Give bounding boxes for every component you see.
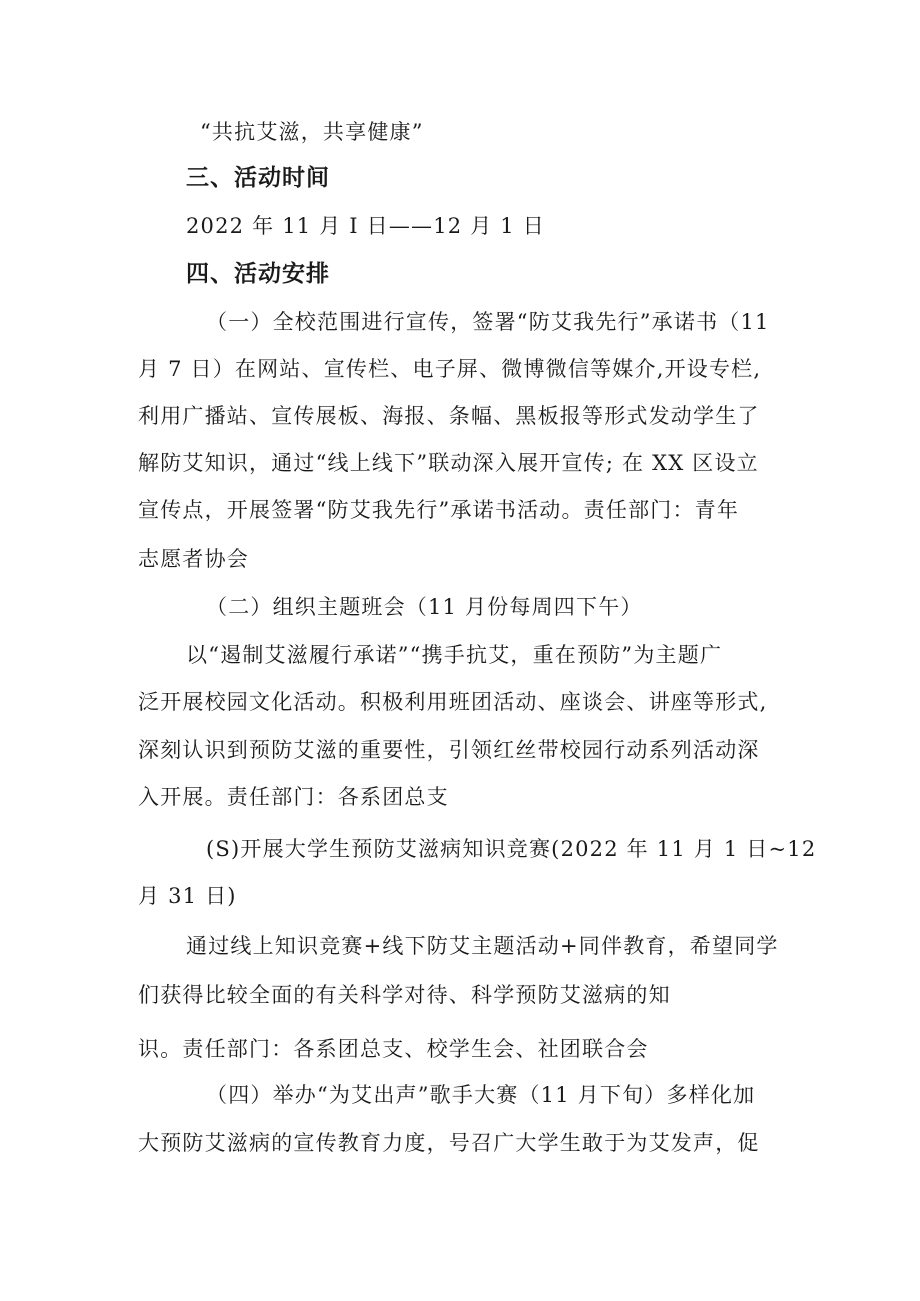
subsection-heading-3: (S)开展大学生预防艾滋病知识竞赛(2022 年 11 月 1 日~12 — [206, 837, 817, 861]
paragraph-line: 以“遏制艾滋履行承诺”“携手抗艾，重在预防”为主题广 — [186, 643, 723, 667]
section-heading-time: 三、活动时间 — [186, 165, 330, 191]
paragraph-line: 月 7 日）在网站、宣传栏、电子屏、微博微信等媒介,开设专栏, — [138, 357, 762, 381]
paragraph-line: 利用广播站、宣传展板、海报、条幅、黑板报等形式发动学生了 — [138, 404, 760, 428]
paragraph-line: 识。责任部门：各系团总支、校学生会、社团联合会 — [138, 1037, 649, 1061]
date-range-line: 2022 年 11 月 I 日——12 月 1 日 — [186, 214, 545, 238]
paragraph-line: 大预防艾滋病的宣传教育力度，号召广大学生敢于为艾发声，促 — [138, 1131, 760, 1155]
subsection-heading-2: （二）组织主题班会（11 月份每周四下午） — [206, 595, 643, 619]
paragraph-line: 宣传点，开展签署“防艾我先行”承诺书活动。责任部门：青年 — [138, 498, 740, 522]
paragraph-line: 入开展。责任部门：各系团总支 — [138, 785, 449, 809]
section-heading-arrangement: 四、活动安排 — [186, 261, 330, 287]
subsection-heading-4: （四）举办“为艾出声”歌手大赛（11 月下旬）多样化加 — [206, 1083, 756, 1107]
paragraph-line: （一）全校范围进行宣传，签署“防艾我先行”承诺书（11 — [206, 310, 770, 334]
paragraph-line: 泛开展校园文化活动。积极利用班团活动、座谈会、讲座等形式, — [138, 690, 768, 714]
slogan-line: “共抗艾滋，共享健康” — [200, 120, 424, 144]
paragraph-line: 月 31 日) — [138, 884, 237, 908]
paragraph-line: 解防艾知识，通过“线上线下”联动深入展开宣传; 在 XX 区设立 — [138, 451, 759, 475]
paragraph-line: 通过线上知识竞赛+线下防艾主题活动+同伴教育，希望同学 — [186, 934, 779, 958]
paragraph-line: 们获得比较全面的有关科学对待、科学预防艾滋病的知 — [138, 983, 671, 1007]
paragraph-line: 深刻认识到预防艾滋的重要性，引领红丝带校园行动系列活动深 — [138, 738, 760, 762]
paragraph-line: 志愿者协会 — [138, 547, 249, 571]
